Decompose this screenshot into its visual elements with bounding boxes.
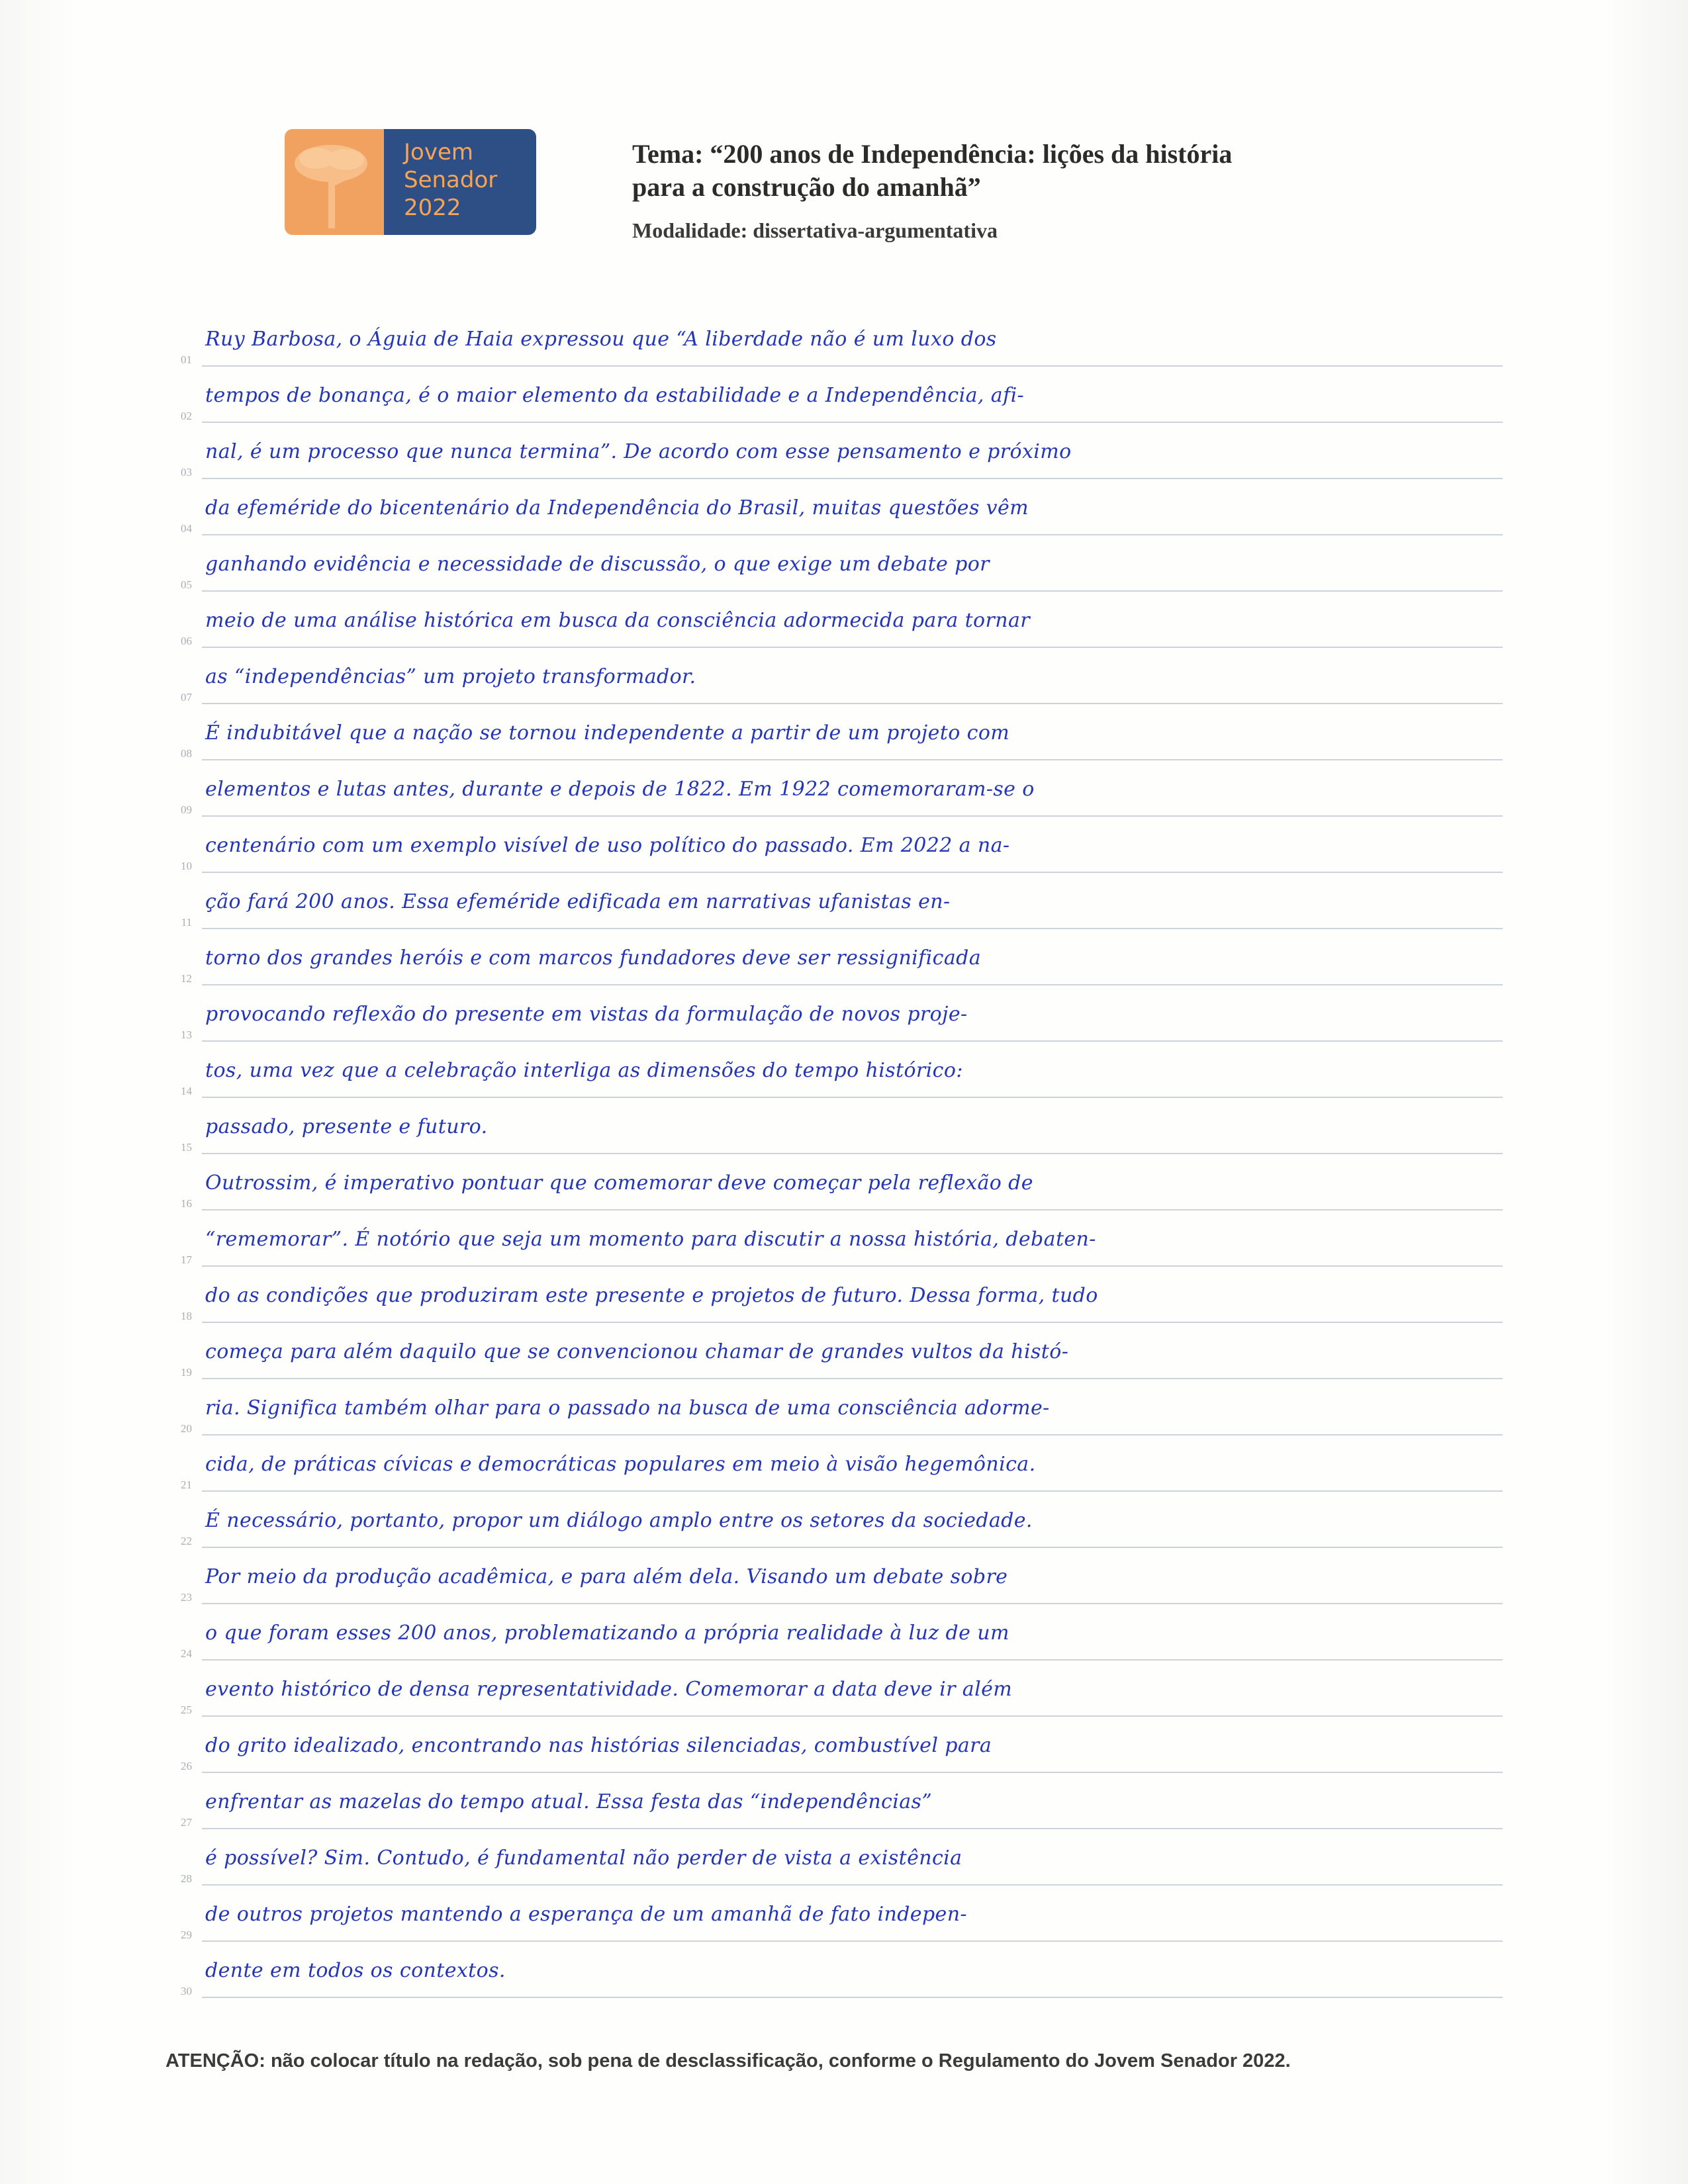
- handwritten-line: do grito idealizado, encontrando nas histórias silenciadas, combustível para: [205, 1734, 992, 1757]
- tree-icon: [285, 129, 384, 235]
- logo-line: Senador: [404, 167, 498, 193]
- handwritten-line: meio de uma análise histórica em busca da consciência adormecida para tornar: [205, 609, 1030, 632]
- tema-line-2: para a construção do amanhã”: [632, 172, 981, 202]
- ruled-line: [202, 815, 1503, 817]
- ruled-line: [202, 478, 1503, 479]
- handwritten-line: Outrossim, é imperativo pontuar que comemorar deve começar pela reflexão de: [205, 1171, 1033, 1195]
- handwritten-line: da efeméride do bicentenário da Independência do Brasil, muitas questões vêm: [205, 496, 1029, 520]
- line-number: 11: [181, 916, 192, 929]
- ruled-line: [202, 1603, 1503, 1604]
- logo-text: [384, 129, 536, 235]
- handwritten-line: ria. Significa também olhar para o passado na busca de uma consciência adorme-: [205, 1396, 1050, 1420]
- handwritten-line: tempos de bonança, é o maior elemento da estabilidade e a Independência, afi-: [205, 384, 1025, 407]
- line-number: 10: [181, 860, 192, 872]
- ruled-line: [202, 422, 1503, 423]
- handwritten-line: de outros projetos mantendo a esperança de um amanhã de fato indepen-: [205, 1903, 967, 1926]
- handwritten-line: centenário com um exemplo visível de uso político do passado. Em 2022 a na-: [205, 834, 1010, 857]
- modalidade-label: Modalidade: dissertativa-argumentativa: [632, 218, 998, 242]
- line-number: 14: [181, 1085, 192, 1097]
- line-number: 23: [181, 1591, 192, 1604]
- ruled-line: [202, 872, 1503, 873]
- line-number: 20: [181, 1422, 192, 1435]
- handwritten-line: enfrentar as mazelas do tempo atual. Essa festa das “independências”: [205, 1790, 933, 1813]
- ruled-line: [202, 1153, 1503, 1154]
- ruled-line: [202, 1940, 1503, 1942]
- line-number: 17: [181, 1253, 192, 1266]
- ruled-line: [202, 534, 1503, 535]
- handwritten-line: ção fará 200 anos. Essa efeméride edificada em narrativas ufanistas en-: [205, 890, 951, 913]
- handwritten-line: elementos e lutas antes, durante e depois de 1822. Em 1922 comemoraram-se o: [205, 778, 1035, 801]
- line-number: 02: [181, 410, 192, 422]
- ruled-line: [202, 1097, 1503, 1098]
- ruled-line: [202, 365, 1503, 367]
- ruled-line: [202, 984, 1503, 985]
- line-number: 27: [181, 1816, 192, 1829]
- line-number: 28: [181, 1872, 192, 1885]
- handwritten-line: o que foram esses 200 anos, problematizando a própria realidade à luz de um: [205, 1621, 1009, 1645]
- handwritten-line: do as condições que produziram este presente e projetos de futuro. Dessa forma, tudo: [205, 1284, 1098, 1307]
- handwritten-line: tos, uma vez que a celebração interliga as dimensões do tempo histórico:: [205, 1059, 963, 1082]
- handwritten-line: evento histórico de densa representatividade. Comemorar a data deve ir além: [205, 1678, 1013, 1701]
- handwritten-line: as “independências” um projeto transformador.: [205, 665, 696, 688]
- handwritten-line: Por meio da produção acadêmica, e para além dela. Visando um debate sobre: [205, 1565, 1008, 1588]
- handwritten-line: começa para além daquilo que se convencionou chamar de grandes vultos da histó-: [205, 1340, 1069, 1363]
- ruled-line: [202, 1772, 1503, 1773]
- line-number: 25: [181, 1704, 192, 1716]
- ruled-line: [202, 1434, 1503, 1435]
- handwritten-line: dente em todos os contextos.: [205, 1959, 506, 1982]
- tema-heading: [632, 138, 1427, 204]
- handwritten-line: nal, é um processo que nunca termina”. De acordo com esse pensamento e próximo: [205, 440, 1072, 463]
- ruled-line: [202, 1828, 1503, 1829]
- ruled-line: [202, 759, 1503, 760]
- line-number: 16: [181, 1197, 192, 1210]
- line-number: 07: [181, 691, 192, 704]
- ruled-line: [202, 1490, 1503, 1492]
- line-number: 21: [181, 1479, 192, 1491]
- line-number: 26: [181, 1760, 192, 1772]
- ruled-line: [202, 703, 1503, 704]
- logo-line: 2022: [404, 195, 461, 221]
- line-number: 12: [181, 972, 192, 985]
- ruled-line: [202, 1322, 1503, 1323]
- handwritten-line: cida, de práticas cívicas e democráticas populares em meio à visão hegemônica.: [205, 1453, 1036, 1476]
- line-number: 01: [181, 353, 192, 366]
- line-number: 18: [181, 1310, 192, 1322]
- ruled-line: [202, 1265, 1503, 1267]
- jovem-senador-logo: [285, 129, 536, 235]
- handwritten-line: provocando reflexão do presente em vistas da formulação de novos proje-: [205, 1003, 968, 1026]
- line-number: 05: [181, 578, 192, 591]
- line-number: 04: [181, 522, 192, 535]
- ruled-line: [202, 1378, 1503, 1379]
- line-number: 13: [181, 1028, 192, 1041]
- line-number: 19: [181, 1366, 192, 1379]
- ruled-line: [202, 647, 1503, 648]
- line-number: 29: [181, 1929, 192, 1941]
- line-number: 08: [181, 747, 192, 760]
- ruled-line: [202, 1547, 1503, 1548]
- ruled-line: [202, 1209, 1503, 1210]
- line-number: 15: [181, 1141, 192, 1154]
- handwritten-line: ganhando evidência e necessidade de discussão, o que exige um debate por: [205, 553, 990, 576]
- line-number: 09: [181, 803, 192, 816]
- ruled-line: [202, 1659, 1503, 1661]
- handwritten-line: passado, presente e futuro.: [205, 1115, 488, 1138]
- logo-line: Jovem: [404, 139, 473, 165]
- line-number: 03: [181, 466, 192, 478]
- attention-notice: ATENÇÃO: não colocar título na redação, sob pena de desclassificação, conforme o Regulamento do Jovem Senador 2022.: [165, 2050, 1291, 2071]
- handwritten-line: torno dos grandes heróis e com marcos fundadores deve ser ressignificada: [205, 946, 982, 970]
- handwritten-line: É necessário, portanto, propor um diálogo amplo entre os setores da sociedade.: [205, 1509, 1033, 1532]
- line-number: 22: [181, 1535, 192, 1547]
- line-number: 24: [181, 1647, 192, 1660]
- ruled-line: [202, 1884, 1503, 1886]
- ruled-line: [202, 928, 1503, 929]
- ruled-line: [202, 1040, 1503, 1042]
- handwritten-line: “rememorar”. É notório que seja um momento para discutir a nossa história, debaten-: [205, 1228, 1096, 1251]
- ruled-answer-sheet: [152, 318, 1516, 2052]
- tema-line-1: Tema: “200 anos de Independência: lições da história: [632, 139, 1233, 169]
- ruled-line: [202, 590, 1503, 592]
- handwritten-line: É indubitável que a nação se tornou independente a partir de um projeto com: [205, 721, 1010, 745]
- ruled-line: [202, 1715, 1503, 1717]
- line-number: 06: [181, 635, 192, 647]
- line-number: 30: [181, 1985, 192, 1997]
- ruled-line: [202, 1997, 1503, 1998]
- handwritten-line: é possível? Sim. Contudo, é fundamental não perder de vista a existência: [205, 1846, 962, 1870]
- handwritten-line: Ruy Barbosa, o Águia de Haia expressou que “A liberdade não é um luxo dos: [205, 328, 997, 351]
